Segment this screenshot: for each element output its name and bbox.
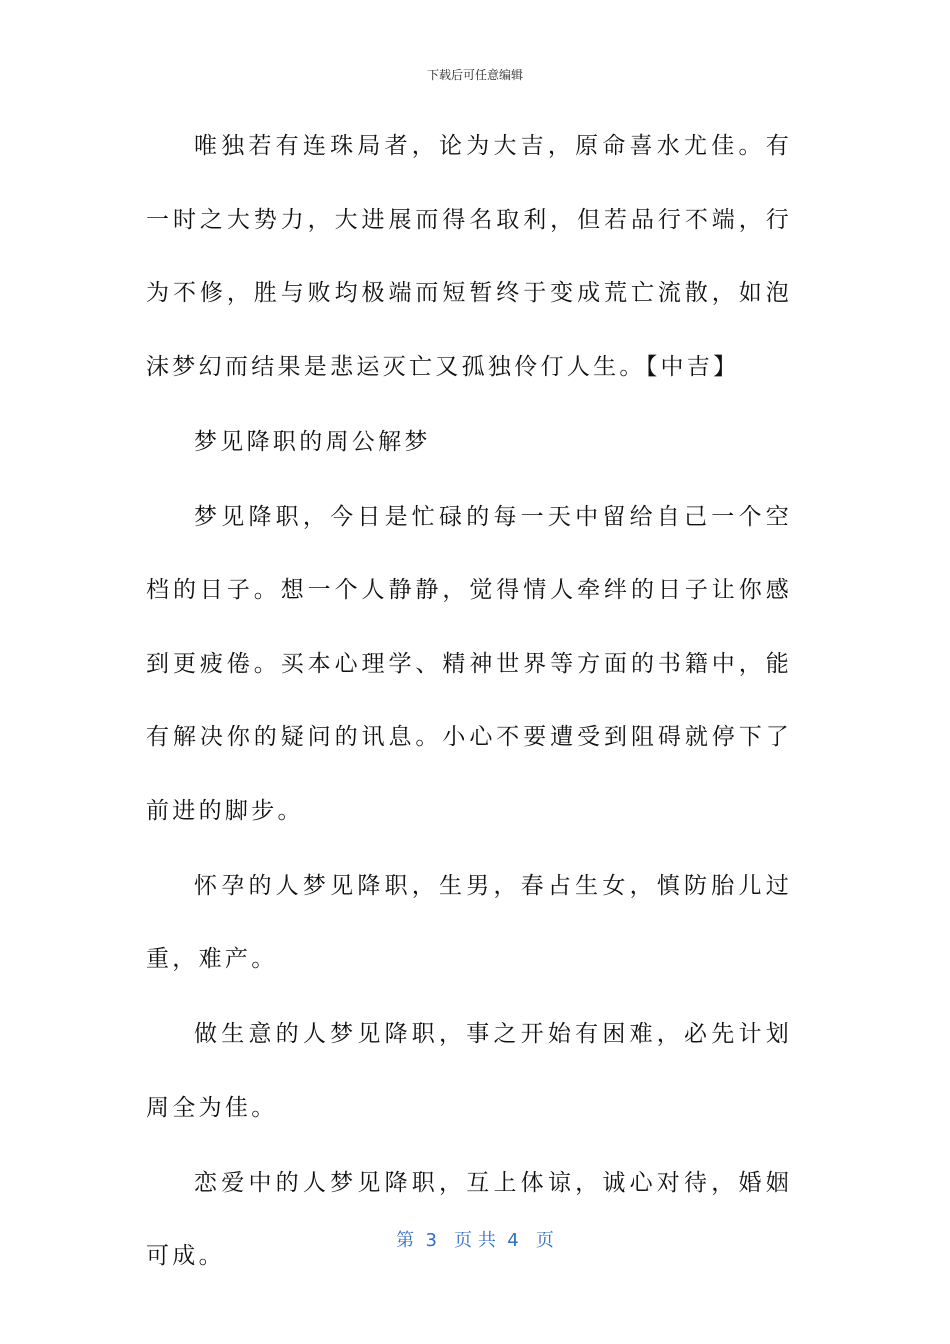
paragraph-pregnant: 怀孕的人梦见降职，生男，春占生女，慎防胎儿过重，难产。 bbox=[146, 872, 792, 972]
page-number-footer: 第 3 页 共 4 页 bbox=[396, 1230, 554, 1251]
paragraph-business: 做生意的人梦见降职，事之开始有困难，必先计划周全为佳。 bbox=[146, 1021, 792, 1121]
document-body bbox=[146, 110, 792, 1294]
paragraph-love: 恋爱中的人梦见降职，互上体谅，诚心对待，婚姻可成。 bbox=[146, 1169, 792, 1269]
paragraph-general: 梦见降职，今日是忙碌的每一天中留给自己一个空档的日子。想一个人静静，觉得情人牵绊的日子让你感到更疲倦。买本心理学、精神世界等方面的书籍中，能有解决你的疑问的讯息。小心不要遭受到阻碍就停下了前进的脚步。 bbox=[146, 503, 792, 824]
section-heading: 梦见降职的周公解梦 bbox=[194, 428, 431, 455]
page-header: 下载后可任意编辑 bbox=[426, 68, 523, 82]
paragraph-intro: 唯独若有连珠局者，论为大吉，原命喜水尤佳。有一时之大势力，大进展而得名取利，但若品行不端，行为不修，胜与败均极端而短暂终于变成荒亡流散，如泡沫梦幻而结果是悲运灭亡又孤独伶仃人生。【中吉】 bbox=[146, 133, 792, 380]
